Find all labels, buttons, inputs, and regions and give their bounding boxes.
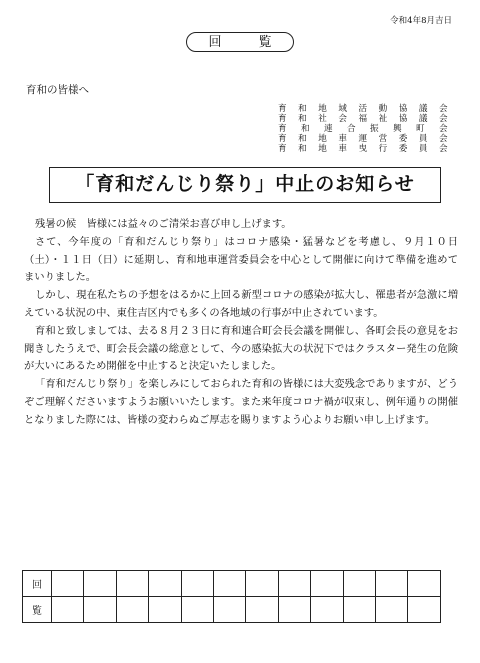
stamp-cell (116, 597, 148, 623)
body-paragraph: 残暑の候 皆様には益々のご清栄お喜び申し上げます。 (35, 218, 292, 230)
circulation-table (22, 570, 441, 623)
stamp-cell (278, 571, 310, 597)
stamp-cell (408, 597, 441, 623)
body-paragraph: さて、今年度の「育和だんじり祭り」はコロナ感染・猛暑などを考慮し、９月１０日（土）・１１日（日）に延期し、育和地車運営委員会を中心として開催に向けて準備を進めてまいりました。 (24, 235, 458, 284)
sender-name: 育和地車運営委員会 (278, 134, 448, 144)
body-paragraph: 「育和だんじり祭り」を楽しみにしておられた育和の皆様には大変残念でありますが、どうぞご理解くださいますようお願いいたします。また来年度コロナ禍が収束し、例年通りの開催となりました際には、皆様の変わらぬご厚志を賜りますよう心よりお願い申し上げます。 (24, 378, 458, 426)
circulation-label-bottom: 覧 (23, 597, 52, 623)
stamp-cell (246, 597, 278, 623)
notice-body (24, 216, 458, 430)
stamp-cell (181, 571, 213, 597)
circulation-header: 回 覧 (186, 32, 294, 52)
issue-date: 令和4年8月吉日 (390, 16, 452, 26)
stamp-cell (84, 597, 116, 623)
notice-title: 「育和だんじり祭り」中止のお知らせ (49, 167, 441, 203)
body-paragraph: しかし、現在私たちの予想をはるかに上回る新型コロナの感染が拡大し、罹患者が急激に増えている状況の中、東住吉区内でも多くの各地域の行事が中止されています。 (24, 289, 458, 319)
stamp-cell (311, 597, 343, 623)
stamp-cell (84, 571, 116, 597)
stamp-cell (149, 571, 181, 597)
stamp-cell (52, 571, 84, 597)
stamp-cell (278, 597, 310, 623)
stamp-cell (343, 571, 375, 597)
stamp-cell (311, 571, 343, 597)
sender-name: 育和地域活動協議会 (278, 104, 448, 114)
stamp-cell (149, 597, 181, 623)
stamp-cell (52, 597, 84, 623)
stamp-cell (408, 571, 441, 597)
sender-name: 育和連合振興町会 (278, 124, 448, 134)
stamp-cell (116, 571, 148, 597)
circulation-label-top: 回 (23, 571, 52, 597)
sender-list (278, 104, 448, 154)
sender-name: 育和地車曳行委員会 (278, 144, 448, 154)
stamp-cell (214, 571, 246, 597)
stamp-cell (376, 571, 408, 597)
stamp-cell (343, 597, 375, 623)
sender-name: 育和社会福祉協議会 (278, 114, 448, 124)
stamp-cell (246, 571, 278, 597)
stamp-cell (214, 597, 246, 623)
stamp-cell (376, 597, 408, 623)
circulation-grid (22, 570, 441, 623)
stamp-cell (181, 597, 213, 623)
body-paragraph: 育和と致しましては、去る８月２３日に育和連合町会長会議を開催し、各町会長の意見をお聞きしたうえで、町会長会議の総意として、今の感染拡大の状況下ではクラスター発生の危険が大いにあるため開催を中止すると決定いたしました。 (24, 324, 458, 373)
recipient-line: 育和の皆様へ (26, 84, 89, 96)
